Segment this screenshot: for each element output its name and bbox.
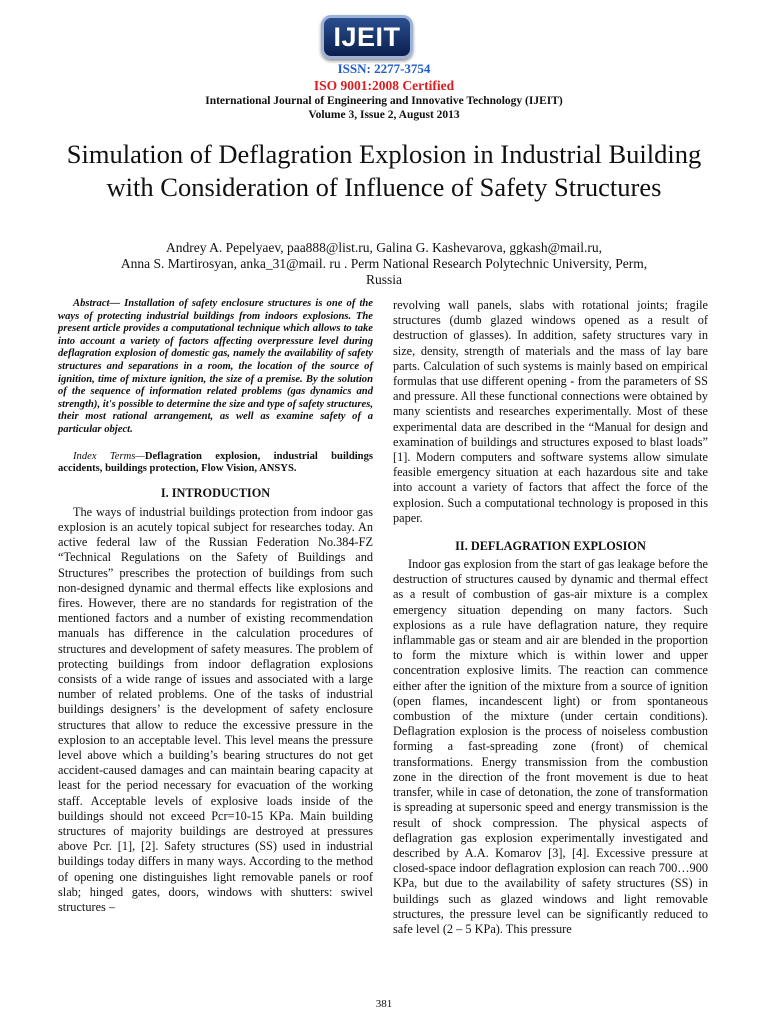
page-number: 381 xyxy=(375,998,393,1010)
abstract: Abstract— Installation of safety enclosure structures is one of the ways of protecting industrial buildings from indoors explosions. The present article provides a computational technique which allows to take into account a variety of factors affecting overpressure level during deflagration explosion of domestic gas, namely the availability of safety structures and separations in a room, the location of the source of ignition, time of mixture ignition, the size of a premise. By the solution of the sequence of information related problems (gas dynamics and strength), it's possible to determine the size and type of safety structures, their most rational arrangement, as well as examine safety of a particular object. xyxy=(58,298,373,435)
authors-line: Russia xyxy=(365,272,402,287)
section-body-deflagration: Indoor gas explosion from the start of gas leakage before the destruction of structures caused by dynamic and thermal effect as a result of combustion of gas-air mixture is a complex emergency situation depending on many factors. Such explosions as a rule have deflagration nature, they require inflammable gas or steam and air are blended in the proportion to form the mixture which is within lower and upper concentration explosive limits. The reaction can commence either after the ignition of the mixture from a source of ignition (open flames, incandescent light) or from spontaneous combustion of the mixture (under certain conditions). Deflagration explosion is the process of noiseless combustion forming a fast-spreading zone (front) of chemical transformations. Energy transmission from the combustion zone in the direction of the front movement is due to heat transfer, while in case of detonation, the zone of transformation is spreading at supersonic speed and energy transmission is the result of shock compression. The physical aspects of deflagration gas explosion experimentally investigated and described by A.A. Komarov [3], [4]. Excessive pressure at closed-space indoor deflagration explosion can reach 700…900 KPa, but due to the availability of safety structures (SS) in buildings such as glazed windows and light removable structures, the pressure level can be significantly reduced to safe level (2 – 5 KPa). This pressure xyxy=(393,557,708,936)
index-terms xyxy=(58,451,373,476)
section-body-introduction: The ways of industrial buildings protection from indoor gas explosion is an acutely topical subject for researches today. An active federal law of the Russian Federation No.384-FZ “Technical Regulations on the Safety of Buildings and Structures” prescribes the protection of buildings from such non-designed dynamic and thermal effects like explosions and fires. However, there are no standards for registration of the mentioned factors and a number of existing recommendation manuals has difference in the calculation procedures of structures and development of safety measures. The problem of protecting buildings from indoor deflagration explosions consists of a wide range of issues and associated with a large number of related problems. One of the tasks of industrial buildings designers’ is the development of safety enclosure structures that allow to reduce the excessive pressure in the explosion to an acceptable level. This level means the pressure level above which a building’s bearing structures do not get accident-caused damages and can maintain bearing capacity at least for the period necessary for evacuation of the working staff. Acceptable levels of explosive loads inside of the buildings should not exceed Pcr=10-15 KPa. Main building structures of majority buildings are destroyed at pressures above Pcr. [1], [2]. Safety structures (SS) used in industrial buildings today differs in many ways. According to the method of opening one distinguishes light removable panels or roof slab; hinged gates, doors, windows with shutters: swivel structures – xyxy=(58,504,373,914)
authors xyxy=(60,240,708,288)
section-heading-deflagration: II. DEFLAGRATION EXPLOSION xyxy=(455,539,646,554)
section-heading-introduction: I. INTRODUCTION xyxy=(160,485,271,500)
index-terms-label: Index Terms— xyxy=(73,450,145,462)
right-column xyxy=(393,298,708,937)
authors-line: Anna S. Martirosyan, anka_31@mail. ru . Perm National Research Polytechnic University, Perm, xyxy=(120,256,648,271)
journal-volume: Volume 3, Issue 2, August 2013 xyxy=(308,109,460,121)
introduction-continued: revolving wall panels, slabs with rotational joints; fragile structures (dumb glazed windows opened as a result of destruction of glasses). In addition, safety structures vary in size, density, strength of materials and the mass of lay bare parts. Calculation of such systems is mainly based on empirical formulas that use different opening - from the parameters of SS and pressure. All these functional connections were obtained by many scientists and researches experimentally. Most of these experimental data are described in the “Manual for design and examination of buildings and structures exposed to blast loads” [1]. Modern computers and software systems allow simulate feasible emergency situation at each hazardous site and take into account a variety of factors that affect the force of the explosion. Such a computational technology is proposed in this paper. xyxy=(393,298,708,525)
index-terms-text: Deflagration explosion, industrial buildings accidents, buildings protection, Flow Vision, ANSYS. xyxy=(58,450,373,475)
journal-name: International Journal of Engineering and Innovative Technology (IJEIT) xyxy=(205,95,563,107)
left-column xyxy=(58,298,373,915)
iso-certification: ISO 9001:2008 Certified xyxy=(313,78,455,93)
paper-title: Simulation of Deflagration Explosion in Industrial Building with Consideration of Influence of Safety Structures xyxy=(66,139,702,202)
issn: ISSN: 2277-3754 xyxy=(337,61,431,76)
authors-line: Andrey A. Pepelyaev, paa888@list.ru, Galina G. Kashevarova, ggkash@mail.ru, xyxy=(165,240,602,255)
journal-logo: IJEIT xyxy=(321,15,413,59)
